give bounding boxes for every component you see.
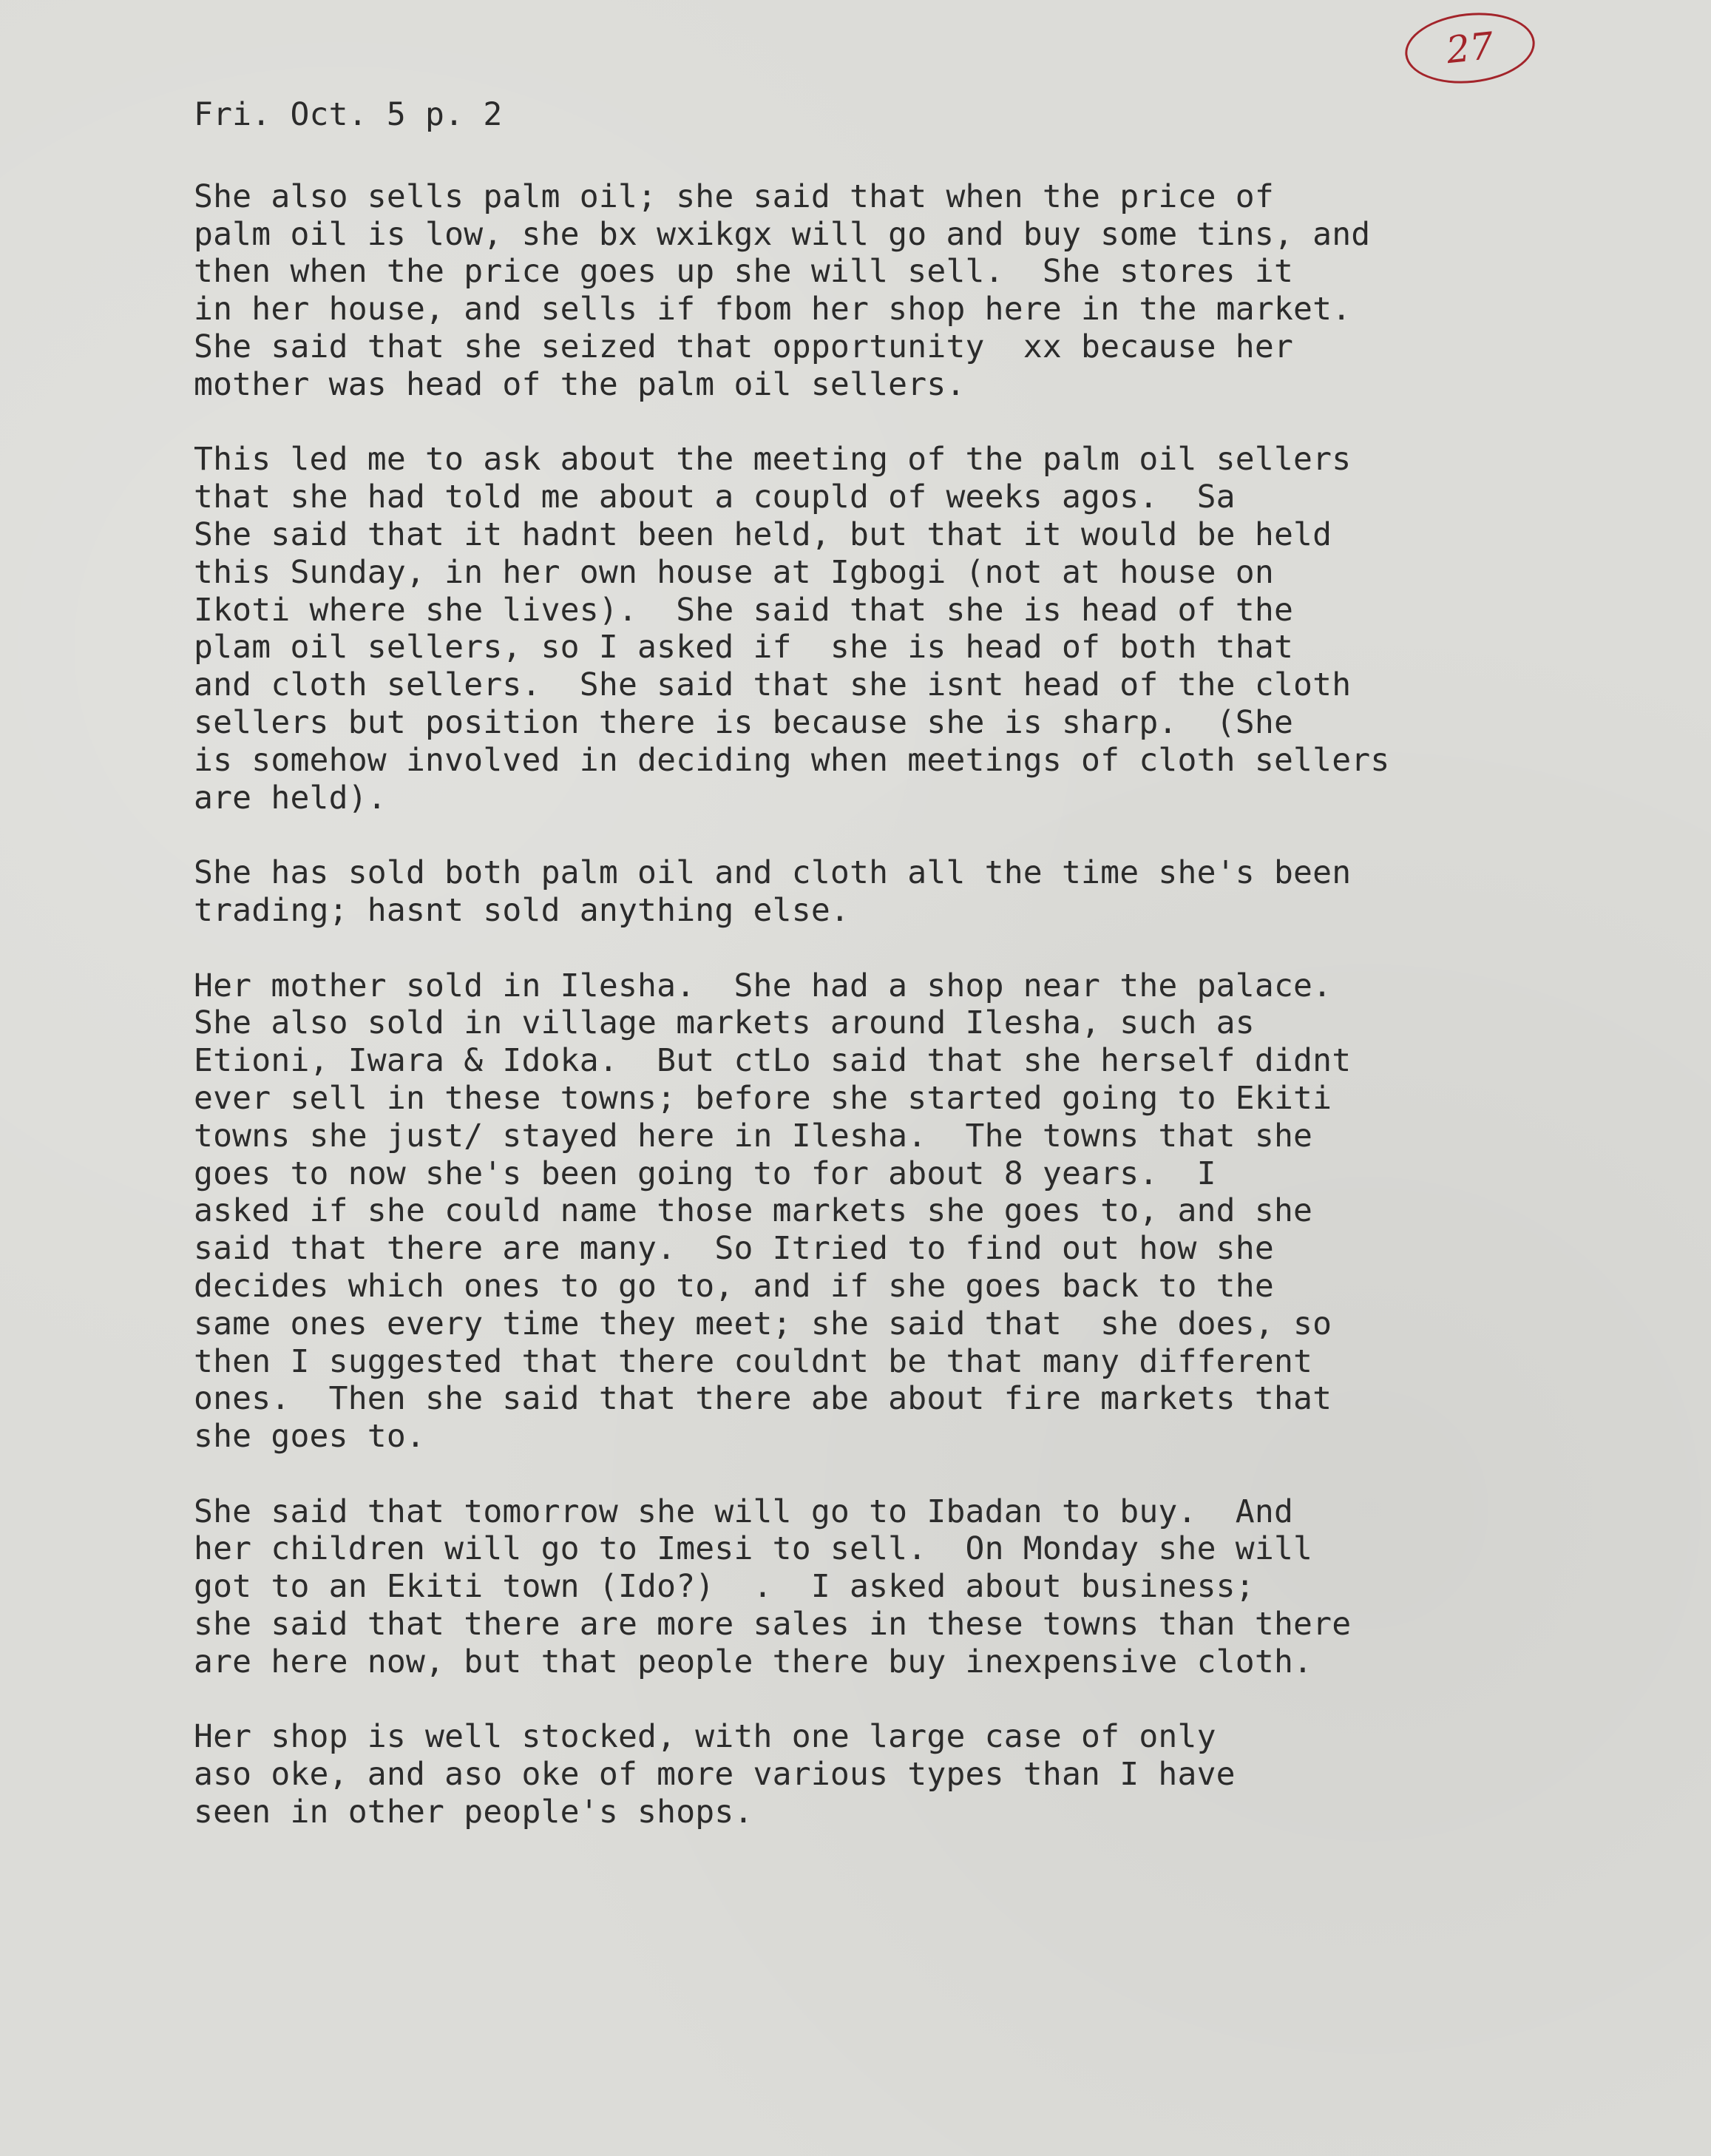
text-line: this Sunday, in her own house at Igbogi (not at house on xyxy=(194,553,1274,591)
text-line: She said that tomorrow she will go to Ibadan to buy. And xyxy=(194,1493,1294,1530)
paragraph-1 xyxy=(194,178,1599,404)
text-line: ever sell in these towns; before she started going to Ekiti xyxy=(194,1079,1332,1117)
text-line: This led me to ask about the meeting of the palm oil sellers xyxy=(194,441,1352,479)
text-line: sellers but position there is because she is sharp. (She xyxy=(194,703,1294,741)
text-line: She also sold in village markets around Ilesha, such as xyxy=(194,1004,1255,1042)
text-line: decides which ones to go to, and if she goes back to the xyxy=(194,1267,1274,1305)
text-line: and cloth sellers. She said that she isnt head of the cloth xyxy=(194,666,1352,704)
text-line: got to an Ekiti town (Ido?) . I asked about business; xyxy=(194,1568,1255,1606)
text-line: seen in other people's shops. xyxy=(194,1794,753,1831)
text-line: she goes to. xyxy=(194,1418,426,1456)
text-line: she said that there are more sales in these towns than there xyxy=(194,1606,1352,1643)
text-line: in her house, and sells if fbom her shop here in the market. xyxy=(194,291,1352,328)
text-line: her children will go to Imesi to sell. On Monday she will xyxy=(194,1530,1313,1568)
text-line: She said that she seized that opportunity xx because her xyxy=(194,328,1294,365)
text-line: goes to now she's been going to for about 8 years. I xyxy=(194,1155,1216,1192)
text-line: She has sold both palm oil and cloth all the time she's been xyxy=(194,854,1352,892)
text-line: Etioni, Iwara & Idoka. But ctLo said that she herself didnt xyxy=(194,1042,1352,1080)
text-line: palm oil is low, she bx wxikgx will go and buy some tins, and xyxy=(194,215,1371,253)
page-number-annotation: 27 xyxy=(1402,7,1539,89)
paragraph-4 xyxy=(194,967,1599,1456)
text-line: She also sells palm oil; she said that when the price of xyxy=(194,178,1274,215)
paragraph-5 xyxy=(194,1493,1599,1681)
page-heading: Fri. Oct. 5 p. 2 xyxy=(194,96,503,133)
paragraph-2 xyxy=(194,441,1599,817)
text-line: are here now, but that people there buy inexpensive cloth. xyxy=(194,1643,1313,1680)
typed-document-body xyxy=(194,96,1599,1869)
text-line: She said that it hadnt been held, but that it would be held xyxy=(194,516,1332,553)
text-line: ones. Then she said that there abe about fire markets that xyxy=(194,1380,1332,1418)
text-line: asked if she could name those markets she goes to, and she xyxy=(194,1192,1313,1230)
paragraph-6 xyxy=(194,1718,1599,1831)
text-line: towns she just/ stayed here in Ilesha. The towns that she xyxy=(194,1117,1313,1155)
text-line: trading; hasnt sold anything else. xyxy=(194,891,850,929)
text-line: Her shop is well stocked, with one large case of only xyxy=(194,1718,1216,1756)
text-line: said that there are many. So Itried to find out how she xyxy=(194,1230,1274,1268)
text-line: then I suggested that there couldnt be that many different xyxy=(194,1342,1313,1380)
paragraph-3 xyxy=(194,854,1599,930)
text-line: that she had told me about a coupld of weeks agos. Sa xyxy=(194,479,1236,516)
text-line: is somehow involved in deciding when meetings of cloth sellers xyxy=(194,741,1390,779)
text-line: Her mother sold in Ilesha. She had a shop near the palace. xyxy=(194,967,1332,1004)
text-line: are held). xyxy=(194,779,387,817)
text-line: plam oil sellers, so I asked if she is head of both that xyxy=(194,629,1294,666)
text-line: mother was head of the palm oil sellers. xyxy=(194,365,966,403)
text-line: aso oke, and aso oke of more various types than I have xyxy=(194,1756,1236,1794)
text-line: Ikoti where she lives). She said that she is head of the xyxy=(194,591,1294,629)
text-line: then when the price goes up she will sell. She stores it xyxy=(194,253,1294,291)
text-line: same ones every time they meet; she said that she does, so xyxy=(194,1305,1332,1342)
